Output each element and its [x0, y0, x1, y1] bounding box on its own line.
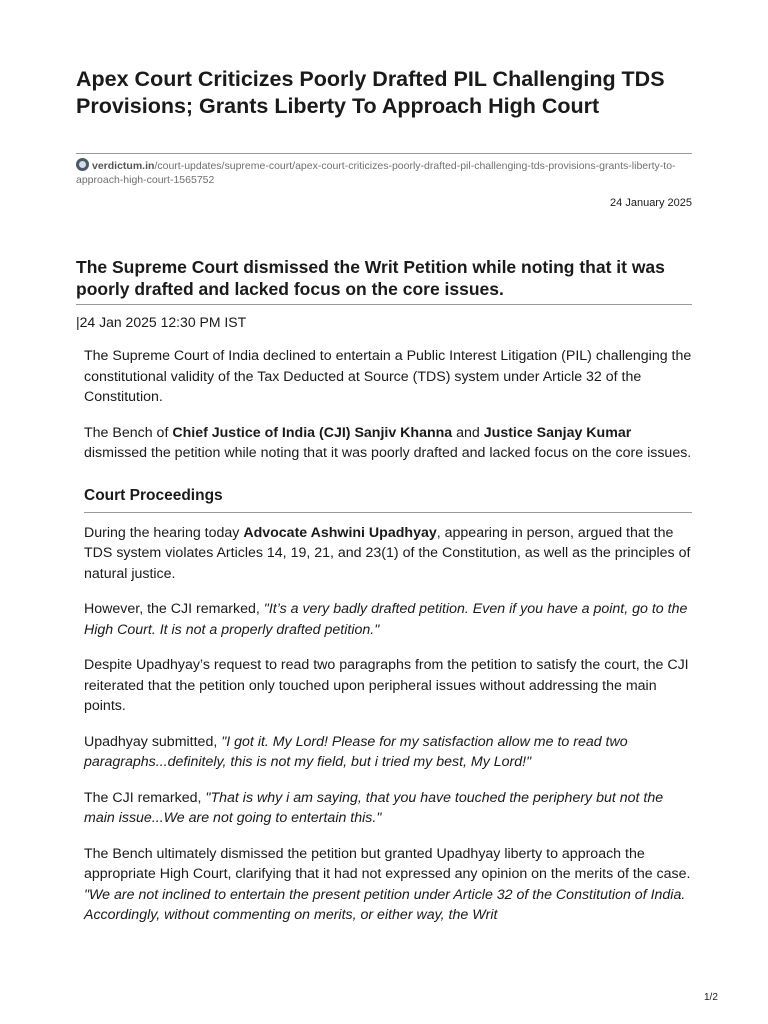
paragraph-text: The Supreme Court of India declined to entertain a Public Interest Litigation (PIL) challenging the constitutional validity of the Tax Deducted at Source (TDS) system under Article 32 of the Constitution. — [84, 348, 692, 405]
article-timestamp: |24 Jan 2025 12:30 PM IST — [76, 314, 247, 330]
paragraph-text: However, the CJI remarked, — [84, 601, 264, 617]
paragraph-text: Despite Upadhyay’s request to read two paragraphs from the petition to satisfy the court, the CJI reiterated that the petition only touched upon peripheral issues without addressing the main points. — [84, 657, 689, 714]
paragraph — [84, 655, 692, 717]
paragraph — [84, 599, 692, 640]
quote: "We are not inclined to entertain the present petition under Article 32 of the Constitution of India. Accordingly, without commenting on merits, or either way, the Writ — [84, 886, 686, 923]
section-divider — [84, 512, 692, 513]
quote: "I got it. My Lord! Please for my satisfaction allow me to read two paragraphs...definitely, this is not my field, but i tried my best, My Lord!" — [84, 733, 628, 770]
source-domain: verdictum.in — [92, 160, 155, 172]
paragraph-text: and — [452, 424, 484, 441]
paragraph — [84, 844, 692, 926]
source-url[interactable] — [76, 158, 692, 187]
paragraph-text: dismissed the petition while noting that it was poorly drafted and lacked focus on the core issues. — [84, 445, 692, 461]
justice-name: Justice Sanjay Kumar — [483, 424, 632, 441]
page-number: 1/2 — [704, 992, 718, 1003]
subtitle-divider — [76, 304, 692, 305]
paragraph — [84, 732, 692, 773]
article-date: 24 January 2025 — [610, 197, 692, 209]
cji-name: Chief Justice of India (CJI) Sanjiv Khanna — [172, 424, 453, 441]
paragraph-text: The Bench of — [84, 424, 173, 441]
quote: "That is why i am saying, that you have touched the periphery but not the main issue...We are not going to entertain this." — [84, 789, 664, 826]
paragraph — [84, 523, 692, 585]
paragraph-text: The Bench ultimately dismissed the petition but granted Upadhyay liberty to approach the appropriate High Court, clarifying that it had not expressed any opinion on the merits of the case. — [84, 845, 691, 882]
paragraph-text: , appearing in person, argued that the TDS system violates Articles 14, 19, 21, and 23(1) of the Constitution, as well as the principles of natural justice. — [84, 524, 691, 582]
paragraph-text: The CJI remarked, — [84, 789, 206, 806]
advocate-name: Advocate Ashwini Upadhyay — [243, 524, 437, 541]
paragraph-text: During the hearing today — [84, 524, 244, 541]
paragraph-text: Upadhyay submitted, — [84, 733, 222, 750]
paragraph — [84, 788, 692, 829]
verdictum-favicon-icon — [76, 158, 89, 171]
paragraph — [84, 423, 692, 464]
section-heading: Court Proceedings — [84, 486, 223, 504]
article-subtitle: The Supreme Court dismissed the Writ Petition while noting that it was poorly drafted and lacked focus on the core issues. — [76, 257, 665, 299]
paragraph — [84, 346, 692, 408]
quote: "It’s a very badly drafted petition. Even if you have a point, go to the High Court. It is not a properly drafted petition." — [84, 601, 688, 638]
source-path: /court-updates/supreme-court/apex-court-criticizes-poorly-drafted-pil-challenging-tds-provisions-grants-liberty-to-approach-high-court-1565752 — [76, 160, 676, 186]
article-title: Apex Court Criticizes Poorly Drafted PIL Challenging TDS Provisions; Grants Liberty To Approach High Court — [76, 67, 665, 118]
title-divider — [76, 153, 692, 154]
article-body — [84, 346, 692, 941]
